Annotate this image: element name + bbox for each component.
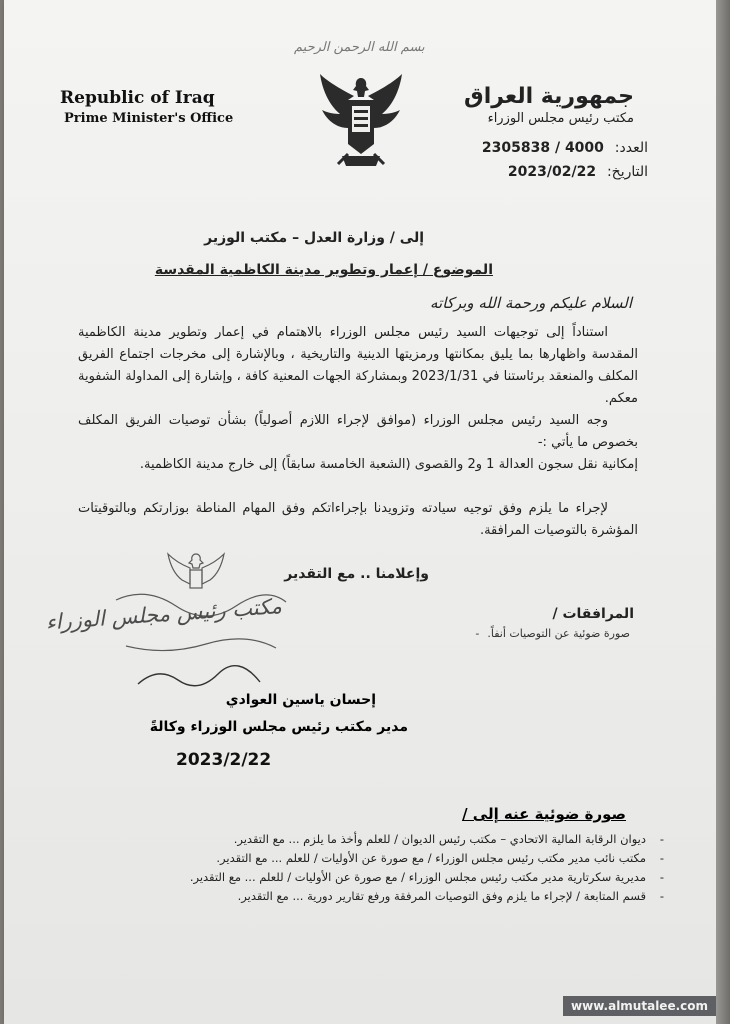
letter-date — [508, 164, 648, 180]
cc-title: صورة ضوئية عنه إلى / — [462, 805, 626, 823]
stamp-text: مكتب رئيس مجلس الوزراء — [44, 594, 283, 635]
paragraph-4: لإجراء ما يلزم وفق توجيه سيادته وتزويدنا بإجراءاتكم وفق المهام المناطة بوزارتكم وبالتوقيتات المؤشرة بالتوصيات المرافقة. — [78, 501, 638, 538]
attachments-title: المرافقات / — [552, 606, 634, 622]
cc-item: - ديوان الرقابة المالية الاتحادي – مكتب رئيس الديوان / للعلم وأخذ ما يلزم ... مع التقدير. — [144, 830, 664, 849]
attachment-item-text: صورة ضوئية عن التوصيات أنفاً. — [487, 627, 630, 640]
reference-number-label: العدد: — [614, 140, 648, 156]
arabic-title: جمهورية العراق — [464, 84, 634, 109]
closing-line: وإعلامنا .. مع التقدير — [284, 566, 429, 582]
cc-list — [144, 830, 664, 906]
english-subtitle: Prime Minister's Office — [64, 111, 234, 126]
cc-item: - قسم المتابعة / لإجراء ما يلزم وفق التوصيات المرفقة ورفع تقارير دورية ... مع التقدير. — [144, 887, 664, 906]
letter-date-value: 2023/02/22 — [507, 164, 597, 180]
reference-number-value: 2305838 / 4000 — [481, 140, 604, 156]
iraq-eagle-emblem-icon — [318, 70, 404, 180]
recipient-line: إلى / وزارة العدل – مكتب الوزير — [204, 230, 424, 246]
letter-date-label: التاريخ: — [606, 164, 648, 180]
greeting: السلام عليكم ورحمة الله وبركاته — [430, 294, 632, 312]
cc-item: - مكتب نائب مدير مكتب رئيس مجلس الوزراء / مع صورة عن الأوليات / للعلم ... مع التقدير. — [144, 849, 664, 868]
signer-name: إحسان ياسين العوادي — [225, 692, 376, 708]
paragraph-1: استناداً إلى توجيهات السيد رئيس مجلس الوزراء بالاهتمام في إعمار وتطوير مدينة الكاظمية المقدسة واظهارها بما يليق بمكانتها ورمزيتها الدينية والتاريخية ، وبالإشارة إلى مخرجات اجتماع الفريق المكلف والمنعقد برئاستنا في 2023/1/31 وبمشاركة الجهات المعنية كافة ، وإشارة إلى المداولة الشفوية معكم. — [78, 325, 638, 406]
signature-scribble-icon — [134, 662, 264, 692]
signature-date: 2023/2/22 — [176, 750, 272, 770]
arabic-subtitle: مكتب رئيس مجلس الوزراء — [487, 111, 634, 126]
reference-number — [482, 140, 648, 156]
cc-item: - مديرية سكرتارية مدير مكتب رئيس مجلس الوزراء / مع صورة عن الأوليات / للعلم ... مع التقدير. — [144, 868, 664, 887]
paragraph-2: وجه السيد رئيس مجلس الوزراء (موافق لإجراء اللازم أصولياً) بشأن توصيات الفريق المكلف بخصوص ما يأتي :- — [78, 413, 638, 450]
letter-page — [4, 0, 716, 1024]
english-title: Republic of Iraq — [60, 88, 215, 108]
subject-line: الموضوع / إعمار وتطوير مدينة الكاظمية المقدسة — [154, 262, 493, 278]
paragraph-3: إمكانية نقل سجون العدالة 1 و2 والقصوى (الشعبة الخامسة سابقاً) إلى خارج مدينة الكاظمية. — [139, 457, 638, 472]
basmala: بسم الله الرحمن الرحيم — [294, 40, 425, 55]
office-stamp — [44, 550, 296, 665]
signer-title: مدير مكتب رئيس مجلس الوزراء وكالةً — [149, 719, 408, 735]
attachment-item: صورة ضوئية عن التوصيات أنفاً.- — [475, 627, 630, 640]
site-watermark: www.almutalee.com — [563, 996, 716, 1016]
